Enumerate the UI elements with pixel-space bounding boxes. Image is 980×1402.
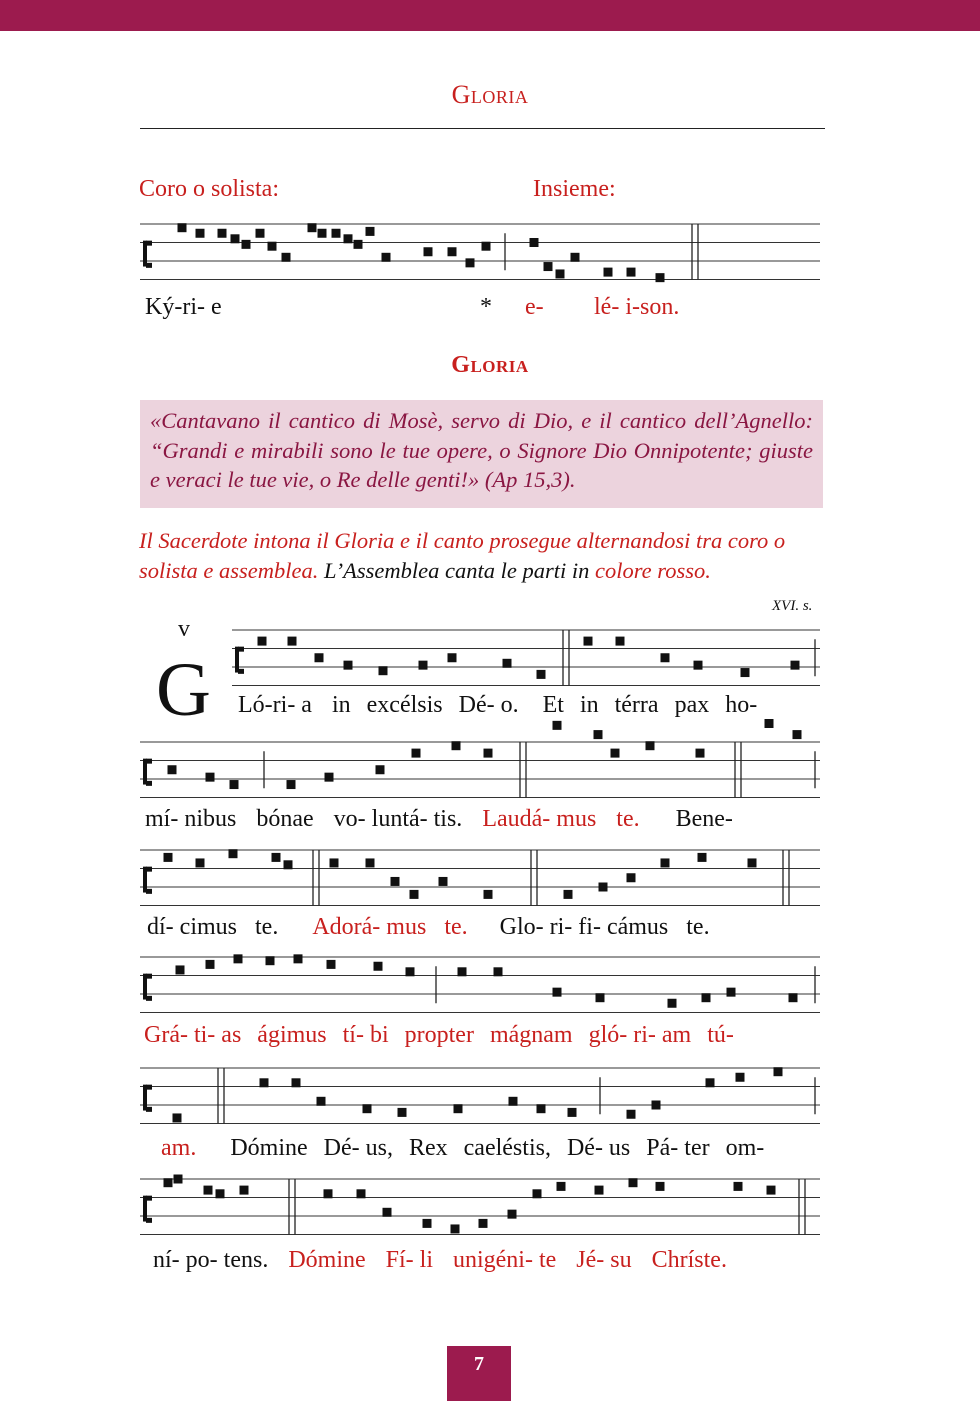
neume-note xyxy=(661,858,670,867)
neume-note xyxy=(530,238,539,247)
syllable-group: Bene- xyxy=(675,806,733,832)
c-clef-icon xyxy=(238,669,244,674)
syllable-group: te. xyxy=(686,914,710,940)
syllable-group: te. xyxy=(255,914,279,940)
neume-note xyxy=(767,1186,776,1195)
neume-note xyxy=(178,223,187,232)
neume-note xyxy=(479,1219,488,1228)
neume-note xyxy=(656,273,665,282)
syllable-group: ágimus xyxy=(257,1022,327,1048)
section-title: Gloria xyxy=(451,352,529,378)
neume-note xyxy=(282,253,291,262)
neume-note xyxy=(533,1189,542,1198)
neume-note xyxy=(616,637,625,646)
neume-note xyxy=(374,962,383,971)
neume-note xyxy=(174,1175,183,1184)
syllable-group: om- xyxy=(725,1135,765,1161)
kyrie-lyrics-red-2: lé- i-son. xyxy=(594,294,680,320)
neume-note xyxy=(698,853,707,862)
syllable-group: dí- cimus xyxy=(147,914,237,940)
neume-note xyxy=(793,730,802,739)
neume-note xyxy=(412,749,421,758)
neume-note xyxy=(424,247,433,256)
syllable-group: te. xyxy=(444,914,468,940)
neume-note xyxy=(216,1189,225,1198)
syllable-group: ní- po- tens. xyxy=(153,1247,269,1273)
neume-note xyxy=(272,853,281,862)
neume-note xyxy=(452,741,461,750)
syllable-group: Pá- ter xyxy=(646,1135,710,1161)
kyrie-asterisk: * xyxy=(480,294,492,320)
neume-note xyxy=(727,988,736,997)
c-clef-icon xyxy=(146,1218,152,1223)
neume-note xyxy=(366,858,375,867)
syllable-group: caeléstis, xyxy=(463,1135,551,1161)
neume-note xyxy=(204,1186,213,1195)
neume-note xyxy=(706,1078,715,1087)
neume-note xyxy=(256,229,265,238)
neume-note xyxy=(556,269,565,278)
neume-note xyxy=(508,1210,517,1219)
neume-note xyxy=(454,1104,463,1113)
neume-note xyxy=(240,1186,249,1195)
neume-note xyxy=(571,253,580,262)
syllable-group: tú- xyxy=(707,1022,734,1048)
syllable-group: Dé- o. xyxy=(458,692,519,718)
neume-note xyxy=(584,637,593,646)
syllable-group: pax xyxy=(674,692,710,718)
neume-note xyxy=(363,1104,372,1113)
syllable-group: bónae xyxy=(256,806,314,832)
neume-note xyxy=(324,1189,333,1198)
c-clef-icon xyxy=(238,647,244,652)
neume-note xyxy=(448,653,457,662)
neume-note xyxy=(458,967,467,976)
neume-note xyxy=(646,741,655,750)
neume-note xyxy=(439,877,448,886)
neume-note xyxy=(230,780,239,789)
neume-note xyxy=(736,1073,745,1082)
c-clef-icon xyxy=(146,867,152,872)
neume-note xyxy=(466,258,475,267)
neume-note xyxy=(292,1078,301,1087)
neume-note xyxy=(229,849,238,858)
neume-note xyxy=(765,719,774,728)
syllable-group: Laudá- mus xyxy=(482,806,597,832)
neume-note xyxy=(656,1182,665,1191)
neume-note xyxy=(451,1224,460,1233)
neume-note xyxy=(382,253,391,262)
neume-note xyxy=(284,860,293,869)
neume-note xyxy=(611,749,620,758)
c-clef-icon xyxy=(146,1107,152,1112)
neume-note xyxy=(330,858,339,867)
neume-note xyxy=(568,1108,577,1117)
syllable-group: Chríste. xyxy=(651,1247,727,1273)
neume-note xyxy=(509,1097,518,1106)
neume-note xyxy=(173,1113,182,1122)
neume-note xyxy=(268,242,277,251)
neume-note xyxy=(315,653,324,662)
c-clef-icon xyxy=(146,889,152,894)
c-clef-icon xyxy=(146,996,152,1001)
syllable-group: Et xyxy=(542,692,564,718)
rubric-part-3: colore rosso. xyxy=(595,558,711,583)
neume-note xyxy=(218,229,227,238)
c-clef-icon xyxy=(146,781,152,786)
c-clef-icon xyxy=(146,1085,152,1090)
neume-note xyxy=(494,967,503,976)
label-choir-soloist: Coro o solista: xyxy=(139,176,280,202)
neume-note xyxy=(791,661,800,670)
neume-note xyxy=(383,1208,392,1217)
neume-note xyxy=(234,954,243,963)
syllable-group: térra xyxy=(614,692,659,718)
neume-note xyxy=(599,883,608,892)
neume-note xyxy=(553,988,562,997)
neume-note xyxy=(596,993,605,1002)
neume-note xyxy=(317,1097,326,1106)
neume-note xyxy=(774,1067,783,1076)
neume-note xyxy=(484,749,493,758)
neume-note xyxy=(354,240,363,249)
syllable-group: gló- ri- am xyxy=(588,1022,692,1048)
neume-note xyxy=(482,242,491,251)
neume-note xyxy=(734,1182,743,1191)
neume-note xyxy=(661,653,670,662)
c-clef-icon xyxy=(146,974,152,979)
neume-note xyxy=(537,670,546,679)
syllable-group: propter xyxy=(404,1022,474,1048)
neume-note xyxy=(318,229,327,238)
scripture-quote: «Cantavano il cantico di Mosè, servo di Dio, e il cantico dell’Agnello: “Grandi e mirabili sono le tue opere, o Signore Dio Onnipotente; giuste e veraci le tue vie, o Re delle genti!» (Ap 15,3). xyxy=(140,400,823,508)
syllable-group: Dé- us, xyxy=(323,1135,393,1161)
kyrie-lyrics: Ký-ri- e xyxy=(145,294,222,320)
neume-note xyxy=(242,240,251,249)
rubric-part-1: Il Sacerdote intona il Gloria e il canto prosegue alternandosi tra coro o solista e assemblea. xyxy=(139,528,786,583)
syllable-group: te. xyxy=(616,806,640,832)
neume-note xyxy=(702,993,711,1002)
running-header-title: Gloria xyxy=(451,80,529,109)
neume-note xyxy=(553,721,562,730)
syllable-group: Jé- su xyxy=(576,1247,632,1273)
neume-note xyxy=(366,227,375,236)
syllable-group: Dé- us xyxy=(566,1135,631,1161)
syllable-group: Dómine xyxy=(288,1247,366,1273)
neume-note xyxy=(196,858,205,867)
page-number: 7 xyxy=(447,1346,511,1401)
neume-note xyxy=(484,890,493,899)
chant-mode: v xyxy=(178,616,190,642)
neume-note xyxy=(594,730,603,739)
neume-note xyxy=(410,890,419,899)
syllable-group: Adorá- mus xyxy=(312,914,427,940)
chant-initial: G xyxy=(156,648,211,732)
neume-note xyxy=(206,960,215,969)
neume-note xyxy=(557,1182,566,1191)
neume-note xyxy=(308,223,317,232)
neume-note xyxy=(344,234,353,243)
neume-note xyxy=(266,956,275,965)
neume-note xyxy=(325,773,334,782)
neume-note xyxy=(741,668,750,677)
neume-note xyxy=(327,960,336,969)
syllable-group: ho- xyxy=(725,692,758,718)
neume-note xyxy=(398,1108,407,1117)
syllable-group: unigéni- te xyxy=(452,1247,557,1273)
neume-note xyxy=(627,873,636,882)
neume-note xyxy=(419,661,428,670)
syllable-group: in xyxy=(579,692,599,718)
neume-note xyxy=(196,229,205,238)
neume-note xyxy=(668,999,677,1008)
neume-note xyxy=(168,765,177,774)
syllable-group: mágnam xyxy=(489,1022,573,1048)
c-clef-icon xyxy=(146,1196,152,1201)
neume-note xyxy=(260,1078,269,1087)
neume-note xyxy=(537,1104,546,1113)
neume-note xyxy=(287,780,296,789)
c-clef-icon xyxy=(146,263,152,268)
neume-note xyxy=(448,247,457,256)
neume-note xyxy=(564,890,573,899)
neume-note xyxy=(503,659,512,668)
syllable-group: Glo- ri- fi- cámus xyxy=(499,914,669,940)
neume-note xyxy=(629,1178,638,1187)
syllable-group: Fí- li xyxy=(385,1247,433,1273)
neume-note xyxy=(627,268,636,277)
syllable-group: vo- luntá- tis. xyxy=(333,806,463,832)
syllable-group: Ló-ri- a xyxy=(238,692,312,718)
chant-source: XVI. s. xyxy=(772,598,813,614)
neume-note xyxy=(696,749,705,758)
neume-note xyxy=(231,234,240,243)
neume-note xyxy=(595,1186,604,1195)
label-together: Insieme: xyxy=(533,176,616,202)
syllable-group: Grá- ti- as xyxy=(144,1022,242,1048)
rubric-part-2: L’Assemblea canta le parti in xyxy=(318,558,596,583)
neume-note xyxy=(423,1219,432,1228)
neume-note xyxy=(164,853,173,862)
kyrie-lyrics-red-1: e- xyxy=(525,294,544,320)
neume-note xyxy=(544,262,553,271)
neume-note xyxy=(789,993,798,1002)
c-clef-icon xyxy=(146,241,152,246)
neume-note xyxy=(164,1178,173,1187)
neume-note xyxy=(294,954,303,963)
neume-note xyxy=(288,637,297,646)
syllable-group: excélsis xyxy=(366,692,443,718)
syllable-group: Dómine xyxy=(230,1135,308,1161)
neume-note xyxy=(332,229,341,238)
neume-note xyxy=(748,858,757,867)
syllable-group: Rex xyxy=(408,1135,448,1161)
syllable-group: tí- bi xyxy=(342,1022,389,1048)
neume-note xyxy=(406,967,415,976)
neume-note xyxy=(376,765,385,774)
neume-note xyxy=(391,877,400,886)
neume-note xyxy=(206,773,215,782)
syllable-group: in xyxy=(331,692,351,718)
neume-note xyxy=(379,666,388,675)
neume-note xyxy=(357,1189,366,1198)
neume-note xyxy=(176,965,185,974)
syllable-group: mí- nibus xyxy=(145,806,237,832)
neume-note xyxy=(258,637,267,646)
c-clef-icon xyxy=(146,759,152,764)
neume-note xyxy=(604,268,613,277)
neume-note xyxy=(694,661,703,670)
syllable-group: am. xyxy=(161,1135,197,1161)
neume-note xyxy=(652,1101,661,1110)
neume-note xyxy=(344,661,353,670)
neume-note xyxy=(627,1110,636,1119)
